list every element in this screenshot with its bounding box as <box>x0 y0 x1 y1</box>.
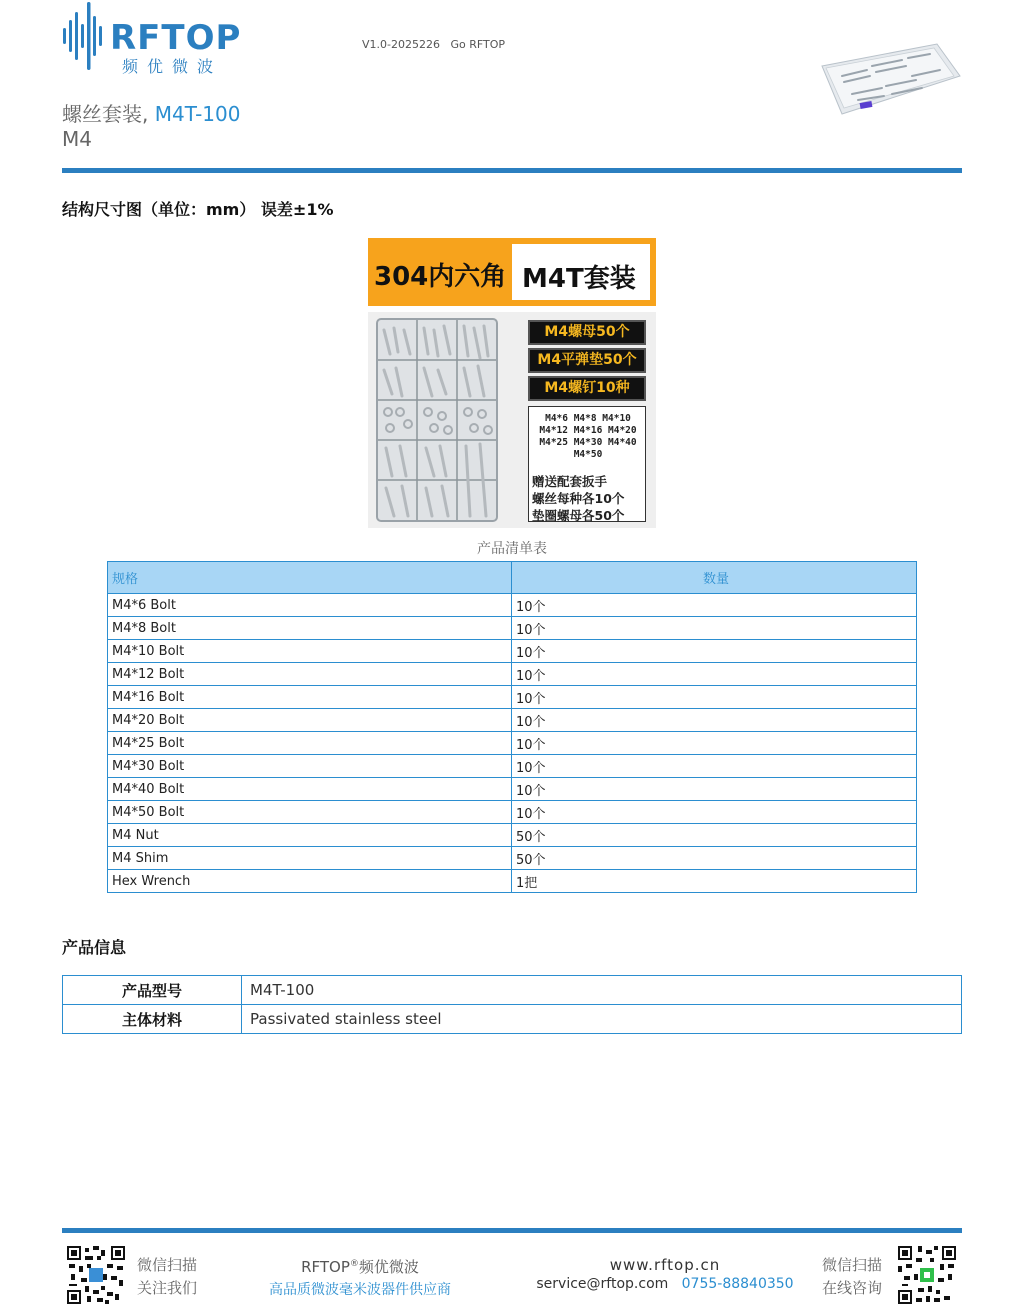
rftop-logo <box>62 2 272 74</box>
cell-spec: M4*25 Bolt <box>108 732 512 755</box>
email-link[interactable]: service@rftop.com <box>536 1276 669 1292</box>
cell-quantity: 10个 <box>512 617 917 640</box>
brand-name: RFTOP <box>301 1258 350 1276</box>
brand-block <box>250 1256 470 1299</box>
cell-spec: M4*40 Bolt <box>108 778 512 801</box>
cell-quantity: 10个 <box>512 594 917 617</box>
header-quantity: 数量 <box>512 562 917 594</box>
banner-left-text: 304内六角 <box>374 262 507 292</box>
product-image <box>368 238 656 528</box>
cell-quantity: 10个 <box>512 778 917 801</box>
structure-heading: 结构尺寸图（单位：mm） 误差±1% <box>62 200 334 219</box>
cell-spec: M4*6 Bolt <box>108 594 512 617</box>
table-row <box>108 709 917 732</box>
banner-right-text: M4T套装 <box>522 264 636 294</box>
cell-spec: M4*8 Bolt <box>108 617 512 640</box>
cell-quantity: 50个 <box>512 847 917 870</box>
product-title <box>62 98 240 127</box>
header-spec: 规格 <box>108 562 512 594</box>
product-box-area <box>368 312 656 528</box>
info-key-model: 产品型号 <box>63 976 242 1005</box>
gift-line: 赠送配套扳手 <box>532 474 608 489</box>
logo-chinese-name: 频优微波 <box>122 57 223 76</box>
spec-line: M4*50 <box>573 449 603 460</box>
info-value-material: Passivated stainless steel <box>242 1005 962 1034</box>
table-row <box>108 686 917 709</box>
table-row <box>108 594 917 617</box>
table-row <box>108 870 917 893</box>
footer-divider <box>62 1228 962 1233</box>
consult-label: 在线咨询 <box>822 1279 883 1297</box>
table-row <box>108 732 917 755</box>
spec-line: M4*6 M4*8 M4*10 <box>545 413 631 424</box>
table-row <box>108 801 917 824</box>
tag-nuts: M4螺母50个 <box>528 320 646 345</box>
wechat-scan-label: 微信扫描 <box>137 1256 198 1274</box>
table-row <box>63 1005 962 1034</box>
info-value-model: M4T-100 <box>242 976 962 1005</box>
table-row <box>108 755 917 778</box>
cell-quantity: 10个 <box>512 640 917 663</box>
cell-quantity: 10个 <box>512 732 917 755</box>
table-row <box>108 617 917 640</box>
cell-quantity: 10个 <box>512 709 917 732</box>
spec-list <box>532 413 644 461</box>
gift-list <box>532 473 644 524</box>
product-model: M4T-100 <box>154 102 241 126</box>
cell-spec: M4*20 Bolt <box>108 709 512 732</box>
cell-quantity: 10个 <box>512 755 917 778</box>
gift-line: 垫圈螺母各50个 <box>532 508 625 523</box>
go-rftop-link[interactable]: Go RFTOP <box>450 38 506 51</box>
kit-info-panel <box>528 320 648 522</box>
product-info-table <box>62 975 962 1034</box>
cell-spec: M4*30 Bolt <box>108 755 512 778</box>
cell-quantity: 1把 <box>512 870 917 893</box>
banner-right-box <box>512 244 650 300</box>
brand-chinese: 频优微波 <box>358 1258 419 1276</box>
table-row <box>108 847 917 870</box>
tag-screws: M4螺钉10种 <box>528 376 646 401</box>
cell-spec: M4*50 Bolt <box>108 801 512 824</box>
phone-number[interactable]: 0755-88840350 <box>681 1276 794 1292</box>
version-line <box>362 38 505 51</box>
follow-us-label: 关注我们 <box>137 1279 198 1297</box>
product-list-table <box>107 561 917 893</box>
spec-line: M4*25 M4*30 M4*40 <box>539 437 637 448</box>
cell-spec: M4 Shim <box>108 847 512 870</box>
cell-quantity: 10个 <box>512 801 917 824</box>
cell-quantity: 10个 <box>512 663 917 686</box>
table-header-row <box>108 562 917 594</box>
cell-spec: M4*10 Bolt <box>108 640 512 663</box>
wechat-follow-qr-icon[interactable] <box>67 1246 125 1304</box>
logo-wordmark: RFTOP <box>110 18 242 58</box>
gift-line: 螺丝每种各10个 <box>532 491 625 506</box>
website-link[interactable]: www.rftop.cn <box>609 1256 721 1274</box>
contact-block <box>530 1256 800 1292</box>
logo-waveform-icon <box>62 2 108 74</box>
cell-quantity: 10个 <box>512 686 917 709</box>
spec-box <box>528 406 646 522</box>
cell-spec: Hex Wrench <box>108 870 512 893</box>
cell-spec: M4 Nut <box>108 824 512 847</box>
slogan: 高品质微波毫米波器件供应商 <box>269 1282 451 1298</box>
tag-washers: M4平弹垫50个 <box>528 348 646 373</box>
consult-text <box>822 1254 882 1300</box>
registered-mark: ® <box>349 1259 359 1269</box>
table-row <box>63 976 962 1005</box>
wechat-consult-qr-icon[interactable] <box>898 1246 956 1304</box>
product-name: 螺丝套装, <box>62 102 149 126</box>
cell-quantity: 50个 <box>512 824 917 847</box>
list-caption: 产品清单表 <box>477 541 547 557</box>
info-heading: 产品信息 <box>62 938 127 957</box>
header-divider <box>62 168 962 173</box>
cell-spec: M4*12 Bolt <box>108 663 512 686</box>
table-row <box>108 778 917 801</box>
product-thumbnail-image <box>812 36 962 118</box>
info-key-material: 主体材料 <box>63 1005 242 1034</box>
spec-line: M4*12 M4*16 M4*20 <box>539 425 637 436</box>
table-row <box>108 640 917 663</box>
follow-us-text <box>137 1254 197 1300</box>
screw-tray-image <box>376 318 498 522</box>
product-size: M4 <box>62 127 92 151</box>
product-banner <box>368 238 656 306</box>
cell-spec: M4*16 Bolt <box>108 686 512 709</box>
wechat-scan-label-2: 微信扫描 <box>822 1256 883 1274</box>
version-number: V1.0-2025226 <box>362 38 440 51</box>
table-row <box>108 663 917 686</box>
table-row <box>108 824 917 847</box>
